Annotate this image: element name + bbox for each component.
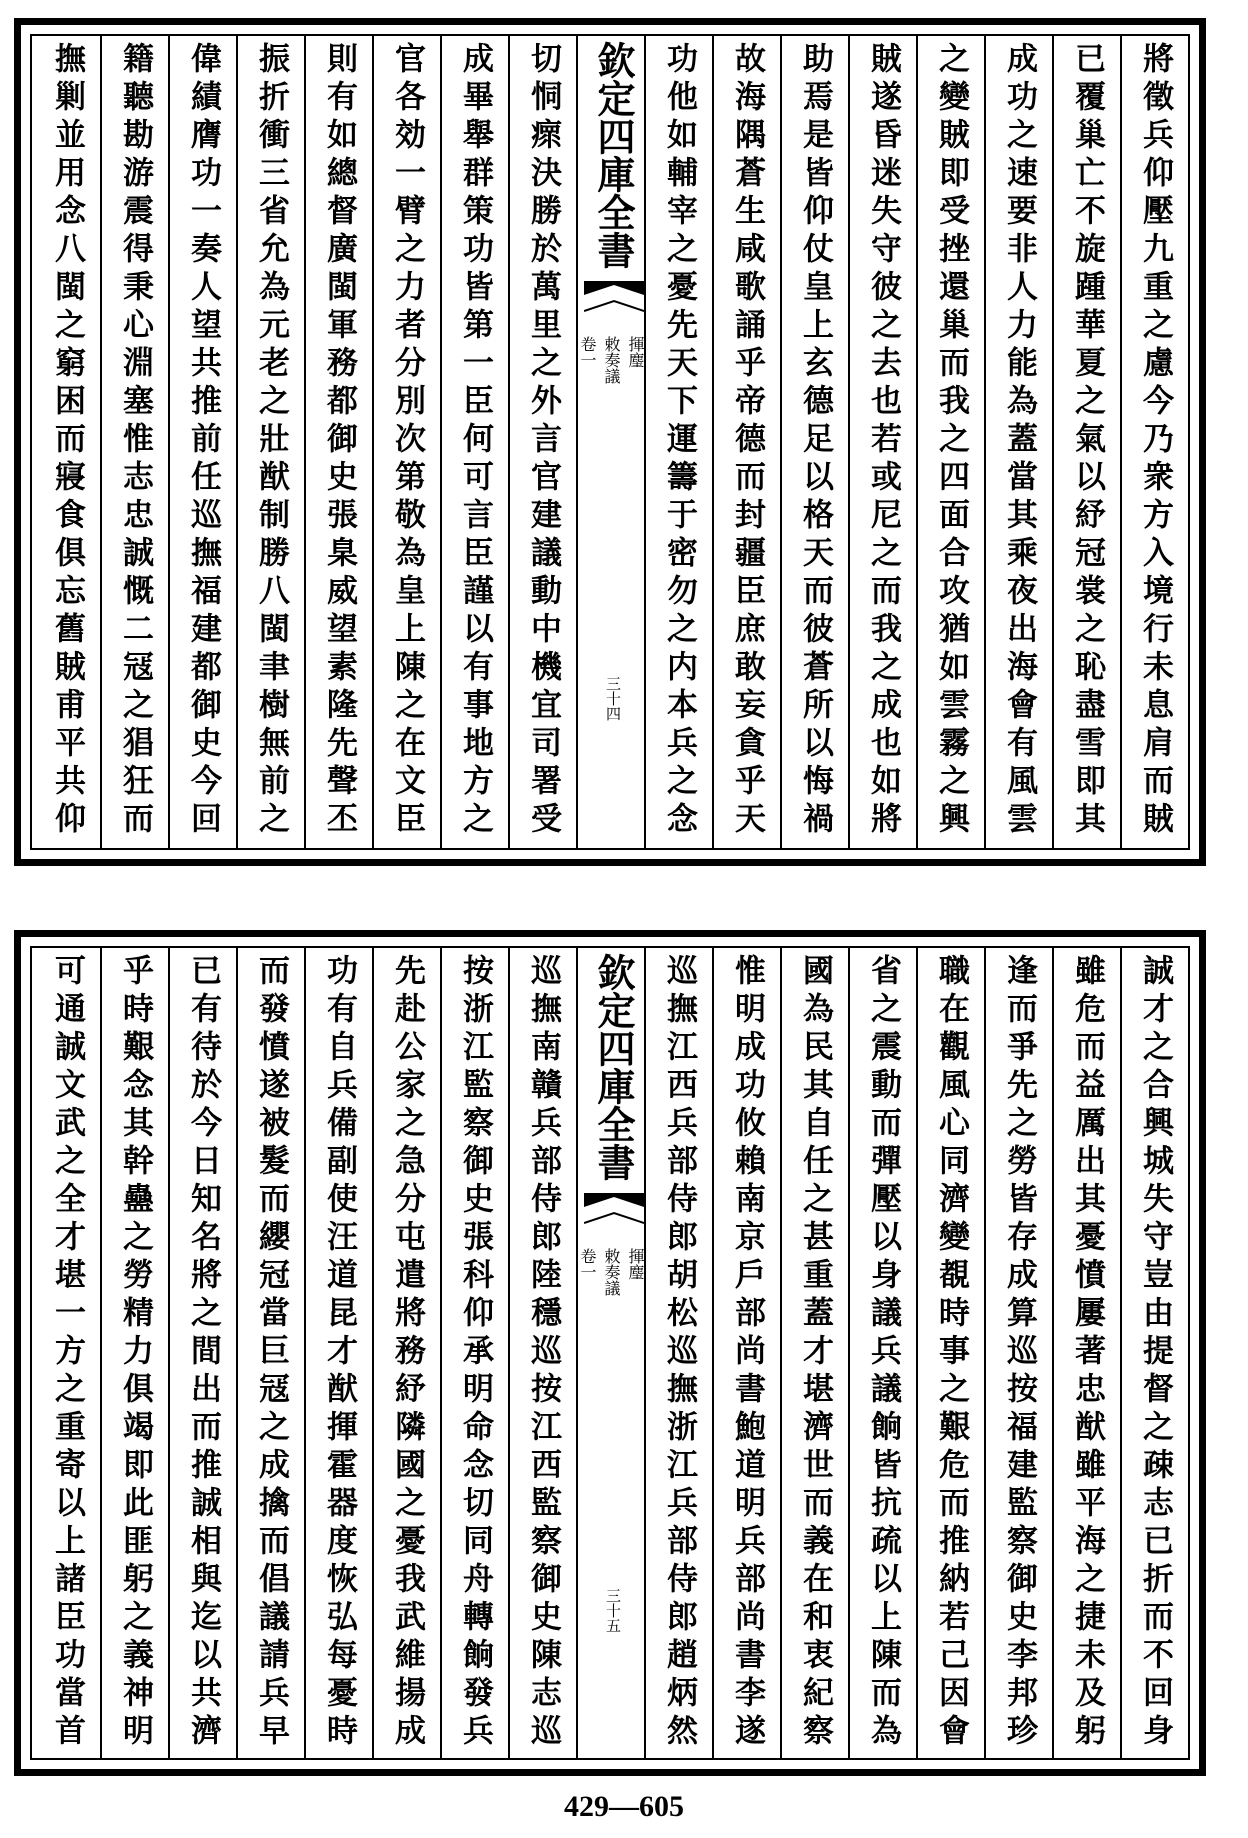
top-left-column-6 [168,36,236,848]
bottom-spine-section: 敕奏議 [602,1248,621,1296]
bottom-spine-title: 欽定四庫全書 [591,953,636,1181]
top-left-column-2-text: 成畢舉群策功皆第一臣何可言臣謹以有事地方之 [457,42,493,840]
top-right-column-8-text: 功他如輔宰之憂先天下運籌于密勿之内本兵之念 [661,42,697,840]
bottom-right-column-7 [712,948,780,1758]
bottom-right-column-1 [1120,948,1188,1758]
bottom-spine-page-number: 三十五 [604,1588,622,1633]
top-left-column-3 [372,36,440,848]
bottom-page-frame [14,930,1206,1776]
bottom-left-column-3-text: 先赴公家之急分屯遣將務紓隣國之憂我武維揚成 [389,954,425,1752]
top-spine-title: 欽定四庫全書 [591,41,636,269]
top-right-column-7-text: 故海隅蒼生咸歌誦乎帝德而封疆臣庶敢妄貪乎天 [729,42,765,840]
bottom-spine-collection: 揮麈 [626,1248,645,1280]
bottom-left-column-4 [304,948,372,1758]
bottom-right-column-1-text: 誠才之合興城失守豈由提督之疎志已折而不回身 [1137,954,1173,1752]
bottom-right-column-8 [644,948,712,1758]
top-left-column-4 [304,36,372,848]
top-left-column-1 [508,36,576,848]
top-left-column-7-text: 籍聽勘游震得秉心淵塞惟志忠誠慨二冦之猖狂而 [117,42,153,840]
top-left-column-5 [236,36,304,848]
bottom-right-column-6 [780,948,848,1758]
top-fishtail-mark [584,281,644,315]
top-left-column-1-text: 切恫瘝決勝於萬里之外言官建議動中機宜司署受 [525,42,561,840]
top-right-column-3-text: 成功之速要非人力能為蓋當其乘夜出海會有風雲 [1001,42,1037,840]
bottom-left-column-5-text: 而發憤遂被髮而纓冠當巨冦之成擒而倡議請兵早 [253,954,289,1752]
top-right-column-2-text: 已覆巢亡不旋踵華夏之氣以紓冠裳之恥盡雪即其 [1069,42,1105,840]
top-right-column-4 [916,36,984,848]
top-right-column-1 [1120,36,1188,848]
top-right-column-6-text: 助焉是皆仰仗皇上玄德足以格天而彼蒼所以悔禍 [797,42,833,840]
bottom-right-column-7-text: 惟明成功攸賴南京戶部尚書鮑道明兵部尚書李遂 [729,954,765,1752]
bottom-left-column-7-text: 乎時艱念其幹蠱之勞精力俱竭即此匪躬之義神明 [117,954,153,1752]
bottom-right-column-5 [848,948,916,1758]
page-footer-code: 429—605 [564,1790,684,1823]
bottom-left-column-5 [236,948,304,1758]
top-spine-page-number: 三十四 [604,676,622,721]
top-right-column-8 [644,36,712,848]
top-spine-collection: 揮麈 [626,336,645,368]
bottom-left-column-1 [508,948,576,1758]
top-right-column-5 [848,36,916,848]
bottom-left-column-7 [100,948,168,1758]
top-spine-juan: 卷一 [578,336,597,368]
top-left-column-8 [32,36,100,848]
bottom-right-column-4 [916,948,984,1758]
bottom-center-spine [576,948,644,1758]
bottom-page-inner-border [30,946,1190,1760]
bottom-right-column-4-text: 職在觀風心同濟變覩時事之艱危而推納若己因會 [933,954,969,1752]
top-page-frame [14,18,1206,866]
bottom-left-column-1-text: 巡撫南贛兵部侍郎陸穩巡按江西監察御史陳志巡 [525,954,561,1752]
bottom-right-column-5-text: 省之震動而彈壓以身議兵議餉皆抗疏以上陳而為 [865,954,901,1752]
bottom-left-column-6-text: 已有待於今日知名將之間出而推誠相與迄以共濟 [185,954,221,1752]
top-right-column-3 [984,36,1052,848]
top-left-column-8-text: 撫剿並用念八閩之窮困而寢食俱忘舊賊甫平共仰 [49,42,85,840]
top-right-column-6 [780,36,848,848]
top-spine-info [578,336,644,596]
bottom-left-column-2-text: 按浙江監察御史張科仰承明命念切同舟轉餉發兵 [457,954,493,1752]
bottom-left-column-4-text: 功有自兵備副使汪道昆才猷揮霍器度恢弘每憂時 [321,954,357,1752]
bottom-left-column-8 [32,948,100,1758]
top-left-column-3-text: 官各効一臂之力者分別次第敬為皇上陳之在文臣 [389,42,425,840]
bottom-right-column-2 [1052,948,1120,1758]
top-left-column-4-text: 則有如總督廣閩軍務都御史張臬威望素隆先聲丕 [321,42,357,840]
bottom-fishtail-mark [584,1193,644,1227]
top-right-column-4-text: 之變賊即受挫還巢而我之四面合攻猶如雲霧之興 [933,42,969,840]
bottom-left-column-2 [440,948,508,1758]
top-page-inner-border [30,34,1190,850]
top-left-column-2 [440,36,508,848]
top-left-column-6-text: 偉績膺功一奏人望共推前任巡撫福建都御史今回 [185,42,221,840]
bottom-right-column-2-text: 雖危而益厲出其憂憤屢著忠猷雖平海之捷未及躬 [1069,954,1105,1752]
bottom-right-column-8-text: 巡撫江西兵部侍郎胡松巡撫浙江兵部侍郎趙炳然 [661,954,697,1752]
top-right-column-5-text: 賊遂昏迷失守彼之去也若或尼之而我之成也如將 [865,42,901,840]
top-right-column-2 [1052,36,1120,848]
bottom-right-column-3 [984,948,1052,1758]
top-center-spine [576,36,644,848]
top-left-column-5-text: 振折衝三省允為元老之壯猷制勝八閩聿樹無前之 [253,42,289,840]
bottom-spine-info [578,1248,644,1508]
bottom-spine-juan: 卷一 [578,1248,597,1280]
top-left-column-7 [100,36,168,848]
bottom-right-column-3-text: 逢而爭先之勞皆存成算巡按福建監察御史李邦珍 [1001,954,1037,1752]
top-spine-section: 敕奏議 [602,336,621,384]
bottom-right-column-6-text: 國為民其自任之甚重蓋才堪濟世而義在和衷紀察 [797,954,833,1752]
bottom-left-column-8-text: 可通誠文武之全才堪一方之重寄以上諸臣功當首 [49,954,85,1752]
bottom-left-column-3 [372,948,440,1758]
bottom-left-column-6 [168,948,236,1758]
top-right-column-1-text: 將徵兵仰壓九重之慮今乃衆方入境行未息肩而賊 [1137,42,1173,840]
top-right-column-7 [712,36,780,848]
